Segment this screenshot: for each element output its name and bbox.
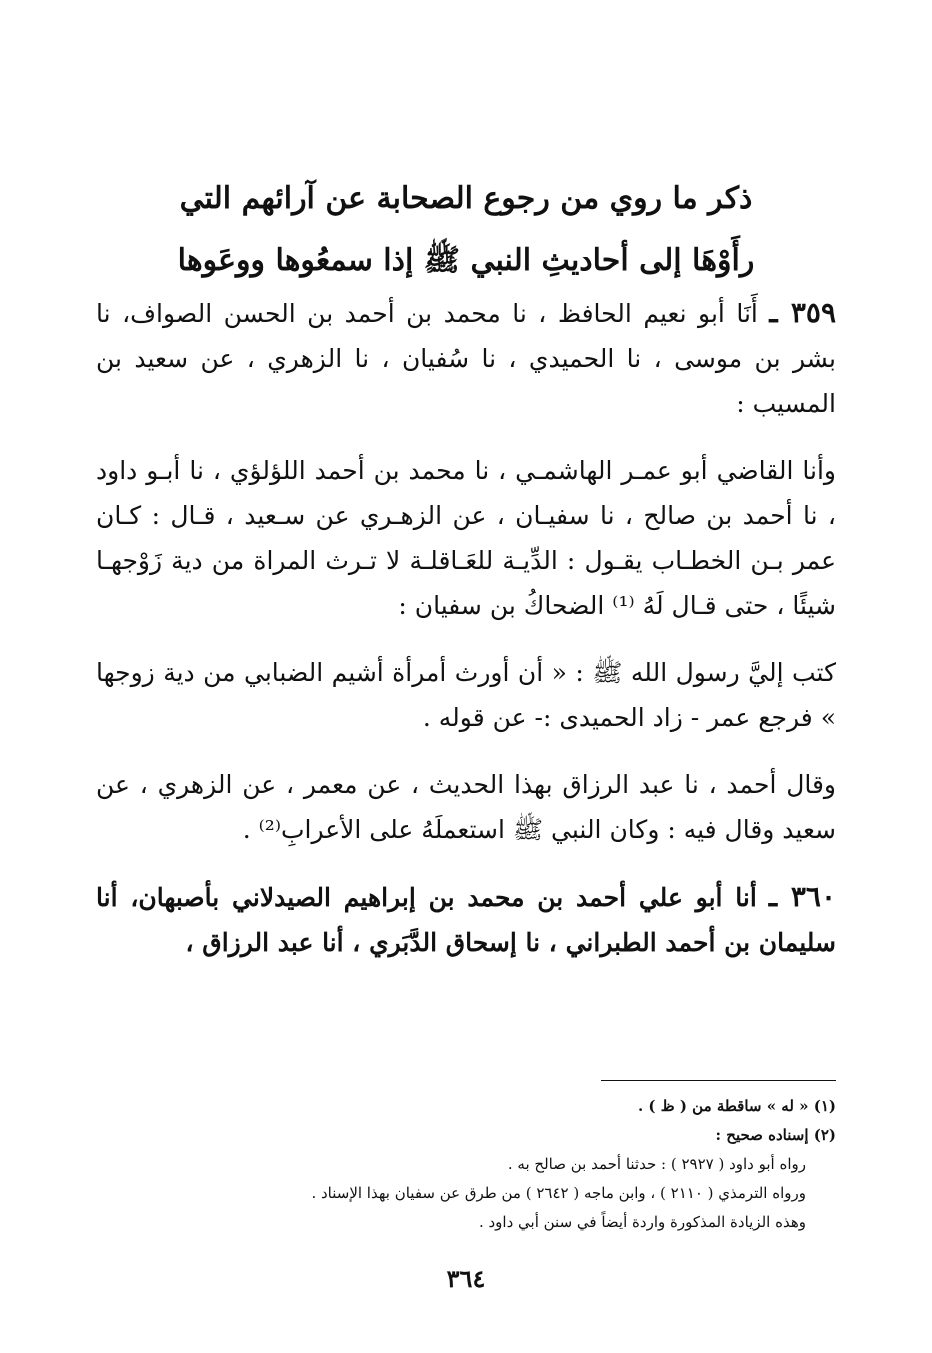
hadith-number: ٣٦٠ ـ [768, 880, 837, 913]
footnote-2-line-c: وهذه الزيادة المذكورة واردة أيضاً في سنن أبي داود . [478, 1213, 806, 1231]
hadith-text: أَنَا أبو نعيم الحافظ ، نا محمد بن أحمد بن الحسن الصواف، نا بشر بن موسى ، نا الحميدي ، نا سُفيان ، نا الزهري ، عن سعيد بن المسيب : [96, 299, 836, 418]
hadith-number: ٣٥٩ ـ [769, 296, 836, 329]
page-number: ٣٦٤ [446, 1264, 486, 1293]
footnote-2: (٢) إسناده صحيح : [715, 1126, 836, 1144]
main-text [96, 290, 836, 987]
hadith-360 [96, 874, 836, 965]
chapter-title-line-1: ذكر ما روي من رجوع الصحابة عن آرائهم التي [179, 181, 753, 216]
paragraph-isnad: وأنا القاضي أبو عمـر الهاشمـي ، نا محمد بن أحمد اللؤلؤي ، نا أبـو داود ، نا أحمد بن صالح ، نا سفيـان ، عن الزهـري عن سـعيد ، قـال : كـان عمر بـن الخطـاب يقـول : الدِّيـة للعَـاقلـة لا تـرث المراة من دية زَوْجهـا شيئًا ، حتى قـال لَهُ ⁽¹⁾ الضحاكُ بن سفيان : [96, 456, 836, 620]
footnote-1: (١) « له » ساقطة من ( ظ ) . [637, 1097, 836, 1115]
paragraph-variant: وقال أحمد ، نا عبد الرزاق بهذا الحديث ، عن معمر ، عن الزهري ، عن سعيد وقال فيه : وكان النبي ﷺ استعملَهُ على الأعرابِ⁽²⁾ . [96, 770, 836, 844]
hadith-text: أنا أبو علي أحمد بن محمد بن إبراهيم الصيدلاني بأصبهان، أنا سليمان بن أحمد الطبراني ، نا إسحاق الدَّبَري ، أنا عبد الرزاق ، [96, 883, 836, 957]
footnote-2-line-a: رواه أبو داود ( ٢٩٢٧ ) : حدثنا أحمد بن صالح به . [507, 1155, 806, 1173]
chapter-title-line-2: رأَوْهَا إلى أحاديثِ النبي ﷺ إذا سمعُوها ووعَوها [177, 243, 755, 278]
footnotes [96, 1092, 836, 1237]
hadith-359 [96, 290, 836, 426]
chapter-title [120, 168, 812, 292]
paragraph-quote: كتب إليَّ رسول الله ﷺ : « أن أورث أمرأة أشيم الضبابي من دية زوجها » فرجع عمر - زاد الحميدى :- عن قوله . [96, 658, 836, 732]
footnote-2-line-b: ورواه الترمذي ( ٢١١٠ ) ، وابن ماجه ( ٢٦٤٢ ) من طرق عن سفيان بهذا الإسناد . [311, 1184, 806, 1202]
footnote-divider [601, 1080, 836, 1081]
